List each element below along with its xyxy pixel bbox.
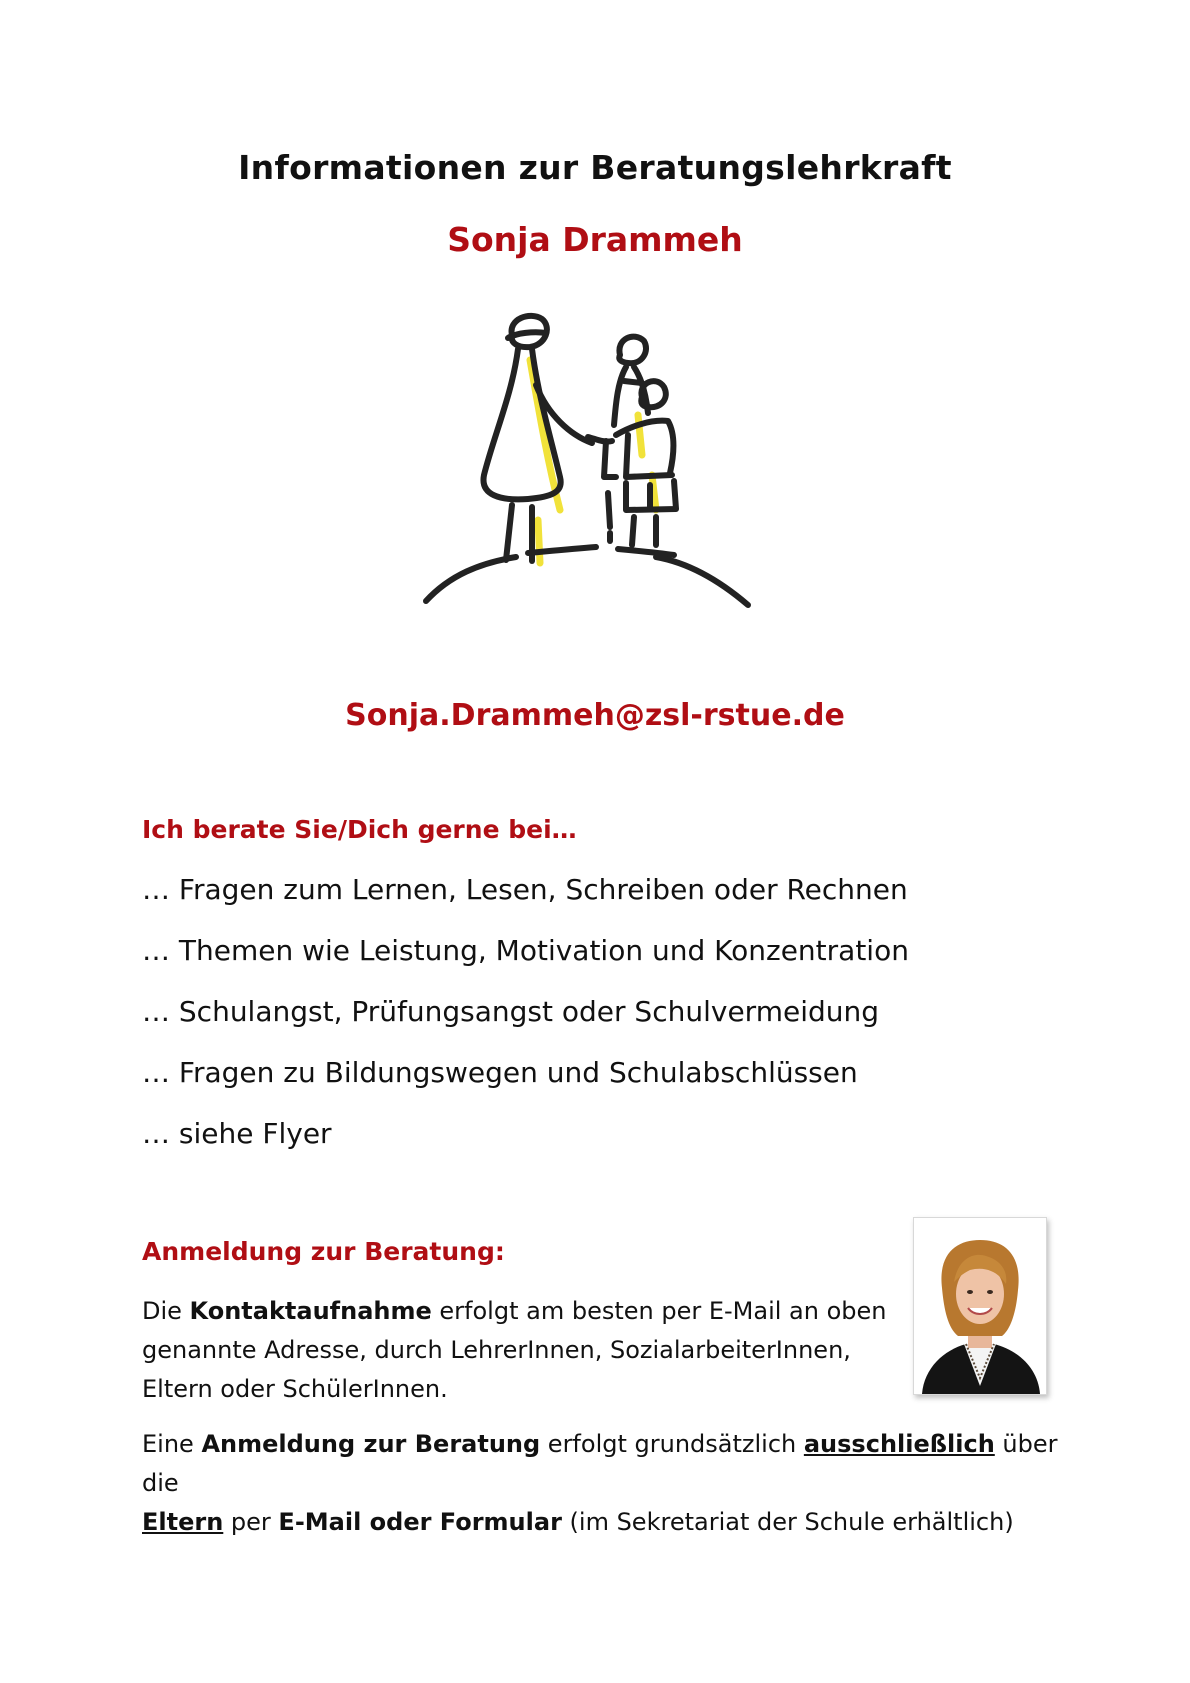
- counselor-photo: [913, 1217, 1047, 1395]
- topics-list: [142, 870, 909, 1175]
- registration-heading: Anmeldung zur Beratung:: [142, 1237, 505, 1266]
- text-fragment: erfolgt am besten per E-Mail an oben: [431, 1297, 887, 1325]
- portrait-icon: [914, 1218, 1046, 1394]
- counselor-name: Sonja Drammeh: [447, 220, 743, 259]
- list-item: … siehe Flyer: [142, 1117, 332, 1150]
- contact-email-link[interactable]: Sonja.Drammeh@zsl-rstue.de: [345, 698, 845, 733]
- list-item: … Themen wie Leistung, Motivation und Konzentration: [142, 934, 909, 967]
- contact-paragraph: [142, 1292, 902, 1409]
- emphasis-registration: Anmeldung zur Beratung: [201, 1430, 541, 1458]
- text-fragment: über die: [142, 1430, 1058, 1497]
- topics-heading: Ich berate Sie/Dich gerne bei…: [142, 815, 577, 844]
- text-fragment: (im Sekretariat der Schule erhältlich): [561, 1508, 1014, 1536]
- emphasis-contact: Kontaktaufnahme: [189, 1297, 432, 1325]
- text-fragment: genannte Adresse, durch LehrerInnen, SozialarbeiterInnen,: [142, 1336, 851, 1364]
- text-fragment: Eine: [142, 1430, 202, 1458]
- text-fragment: Die: [142, 1297, 190, 1325]
- text-fragment: per: [223, 1508, 279, 1536]
- list-item: … Fragen zum Lernen, Lesen, Schreiben oder Rechnen: [142, 873, 908, 906]
- page-title: Informationen zur Beratungslehrkraft: [238, 148, 952, 187]
- emphasis-parents: Eltern: [142, 1508, 224, 1536]
- text-fragment: erfolgt grundsätzlich: [540, 1430, 804, 1458]
- registration-paragraph: [142, 1425, 1082, 1542]
- text-fragment: Eltern oder SchülerInnen.: [142, 1375, 448, 1403]
- emphasis-exclusively: ausschließlich: [803, 1430, 995, 1458]
- list-item: … Fragen zu Bildungswegen und Schulabschlüssen: [142, 1056, 858, 1089]
- family-drawing-icon: [420, 305, 800, 625]
- emphasis-email-form: E-Mail oder Formular: [278, 1508, 562, 1536]
- list-item: … Schulangst, Prüfungsangst oder Schulvermeidung: [142, 995, 880, 1028]
